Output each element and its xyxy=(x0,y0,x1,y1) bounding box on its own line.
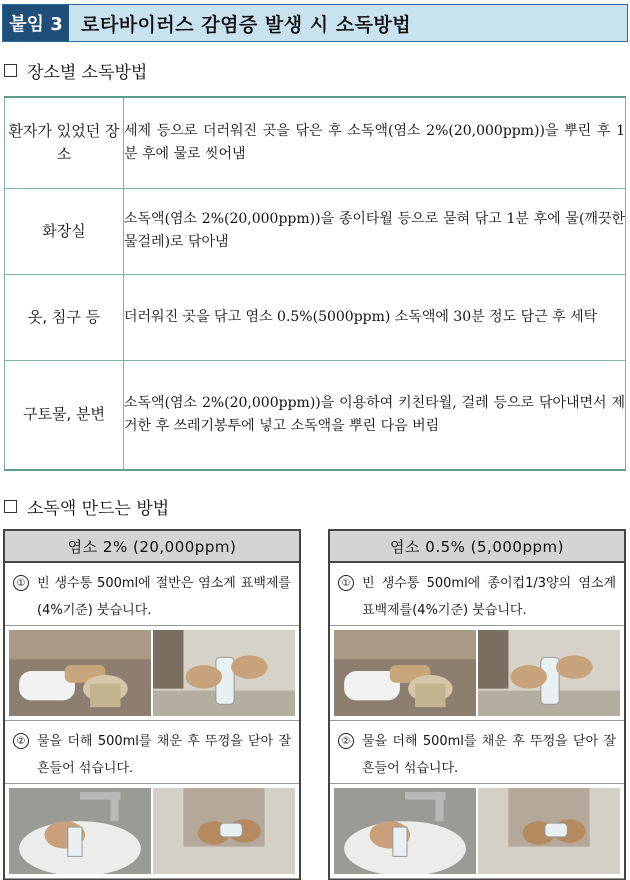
step-text: 빈 생수통 500ml에 절반은 염소계 표백제를(4%기준) 붓습니다. xyxy=(37,576,291,618)
adding-water-photo xyxy=(9,788,151,874)
step-text: 빈 생수통 500ml에 종이컵1/3양의 염소계 표백제를(4%기준) 붓습니다. xyxy=(362,576,616,618)
section-heading-making xyxy=(4,494,169,519)
pouring-bleach-photo xyxy=(9,630,151,716)
step-number: ② xyxy=(13,733,29,749)
card-title: 염소 2% (20,000ppm) xyxy=(5,531,299,563)
disinfection-by-place-table xyxy=(4,96,626,471)
table-row xyxy=(5,360,626,470)
table-row xyxy=(5,97,626,188)
method-cell: 세제 등으로 더러워진 곳을 닦은 후 소독액(염소 2%(20,000ppm))을 뿌린 후 1분 후에 물로 씻어냄 xyxy=(124,97,626,188)
shaking-bottle-photo xyxy=(478,788,620,874)
place-cell: 구토물, 분변 xyxy=(5,360,124,470)
step-2 xyxy=(5,721,299,783)
place-cell: 화장실 xyxy=(5,188,124,274)
checkbox-icon xyxy=(4,64,17,77)
step-number: ② xyxy=(338,733,354,749)
step-text: 물을 더해 500ml를 채운 후 뚜껑을 닫아 잘 흔들어 섞습니다. xyxy=(362,734,616,776)
method-cell: 더러워진 곳을 닦고 염소 0.5%(5000ppm) 소독액에 30분 정도 담근 후 세탁 xyxy=(124,274,626,360)
step-number: ① xyxy=(338,575,354,591)
checkbox-icon xyxy=(4,500,17,513)
title-badge: 붙임 3 xyxy=(3,5,69,41)
step-2 xyxy=(330,721,624,783)
title-bar xyxy=(2,4,628,42)
step-number: ① xyxy=(13,575,29,591)
card-title: 염소 0.5% (5,000ppm) xyxy=(330,531,624,563)
recipe-card-2-percent xyxy=(3,529,301,880)
photo-row-1 xyxy=(330,625,624,721)
step-text: 물을 더해 500ml를 채운 후 뚜껑을 닫아 잘 흔들어 섞습니다. xyxy=(37,734,291,776)
page-title: 로타바이러스 감염증 발생 시 소독방법 xyxy=(81,13,412,36)
photo-row-2 xyxy=(330,783,624,879)
adding-water-photo xyxy=(334,788,476,874)
table-row xyxy=(5,274,626,360)
place-cell: 옷, 침구 등 xyxy=(5,274,124,360)
recipe-card-0-5-percent xyxy=(328,529,626,880)
section-heading-making-text: 소독액 만드는 방법 xyxy=(27,499,170,519)
filling-bottle-photo xyxy=(153,630,295,716)
step-1 xyxy=(330,563,624,625)
method-cell: 소독액(염소 2%(20,000ppm))을 종이타월 등으로 묻혀 닦고 1분 후에 물(깨끗한 물걸레)로 닦아냄 xyxy=(124,188,626,274)
step-1 xyxy=(5,563,299,625)
photo-row-2 xyxy=(5,783,299,879)
section-heading-places xyxy=(4,58,147,83)
table-row xyxy=(5,188,626,274)
place-cell: 환자가 있었던 장소 xyxy=(5,97,124,188)
pouring-bleach-photo xyxy=(334,630,476,716)
shaking-bottle-photo xyxy=(153,788,295,874)
method-cell: 소독액(염소 2%(20,000ppm))을 이용하여 키친타월, 걸레 등으로 닦아내면서 제거한 후 쓰레기봉투에 넣고 소독액을 뿌린 다음 버림 xyxy=(124,360,626,470)
section-heading-places-text: 장소별 소독방법 xyxy=(27,63,148,83)
filling-bottle-photo xyxy=(478,630,620,716)
photo-row-1 xyxy=(5,625,299,721)
